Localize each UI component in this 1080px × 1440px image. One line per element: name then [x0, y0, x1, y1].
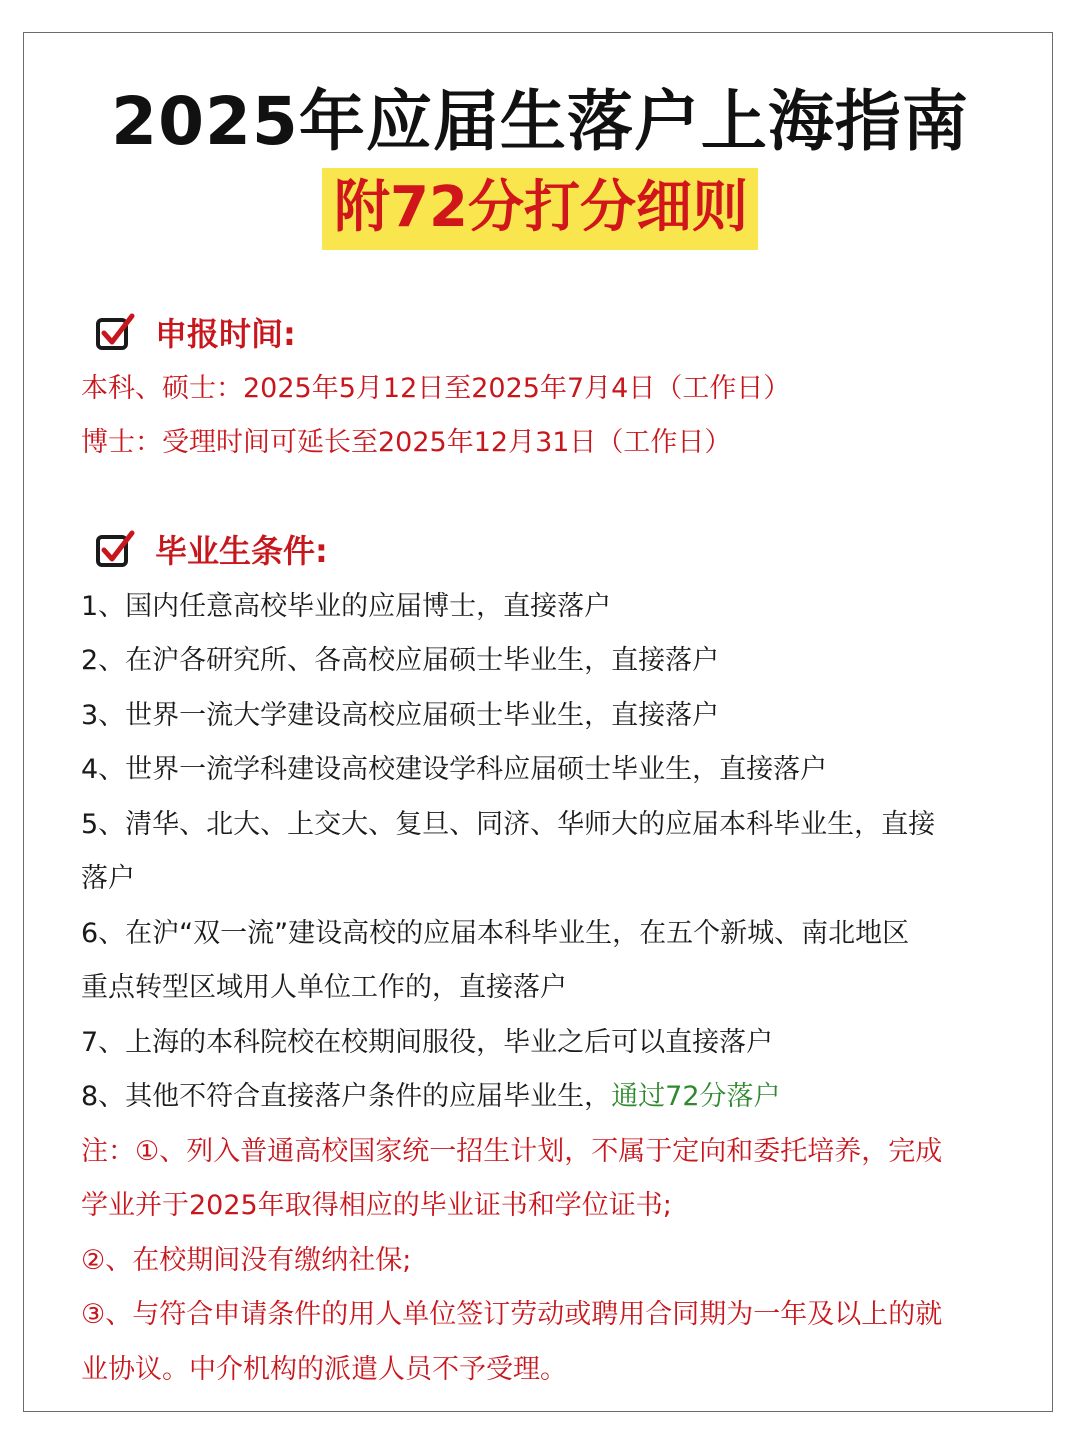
checkbox-checked-icon: [95, 312, 135, 352]
condition-item: 5、清华、北大、上交大、复旦、同济、华师大的应届本科毕业生，直接: [81, 809, 936, 840]
condition-item: 4、世界一流学科建设高校建设学科应届硕士毕业生，直接落户: [81, 754, 828, 785]
heading-label: 毕业生条件:: [155, 532, 328, 570]
condition-item: 3、世界一流大学建设高校应届硕士毕业生，直接落户: [81, 700, 720, 731]
note-line: ③、与符合申请条件的用人单位签订劳动或聘用合同期为一年及以上的就: [81, 1299, 943, 1330]
condition-item: 7、上海的本科院校在校期间服役，毕业之后可以直接落户: [81, 1027, 774, 1058]
note-line: ②、在校期间没有缴纳社保;: [81, 1245, 412, 1276]
note-line: 业协议。中介机构的派遣人员不予受理。: [81, 1354, 567, 1385]
note-line: 学业并于2025年取得相应的毕业证书和学位证书;: [81, 1190, 672, 1221]
subtitle-container: [0, 168, 1080, 250]
condition-highlight: 通过72分落户: [611, 1081, 781, 1112]
page-title: 2025年应届生落户上海指南: [111, 83, 969, 160]
application-time-line: 博士：受理时间可延长至2025年12月31日（工作日）: [81, 427, 732, 458]
section-heading-conditions: [95, 524, 328, 574]
condition-item: 重点转型区域用人单位工作的，直接落户: [81, 972, 567, 1003]
condition-item: [81, 1080, 781, 1114]
condition-item-text: 8、其他不符合直接落户条件的应届毕业生，: [81, 1081, 612, 1112]
page-subtitle: 附72分打分细则: [322, 168, 758, 250]
condition-item: 2、在沪各研究所、各高校应届硕士毕业生，直接落户: [81, 645, 720, 676]
condition-item: 6、在沪“双一流”建设高校的应届本科毕业生，在五个新城、南北地区: [81, 918, 910, 949]
application-time-line: 本科、硕士：2025年5月12日至2025年7月4日（工作日）: [81, 373, 791, 404]
heading-label: 申报时间:: [155, 315, 296, 353]
condition-item: 1、国内任意高校毕业的应届博士，直接落户: [81, 591, 612, 622]
section-heading-application-time: [95, 307, 296, 357]
checkbox-checked-icon: [95, 529, 135, 569]
note-line: 注：①、列入普通高校国家统一招生计划，不属于定向和委托培养，完成: [81, 1136, 943, 1167]
condition-item: 落户: [81, 863, 135, 894]
